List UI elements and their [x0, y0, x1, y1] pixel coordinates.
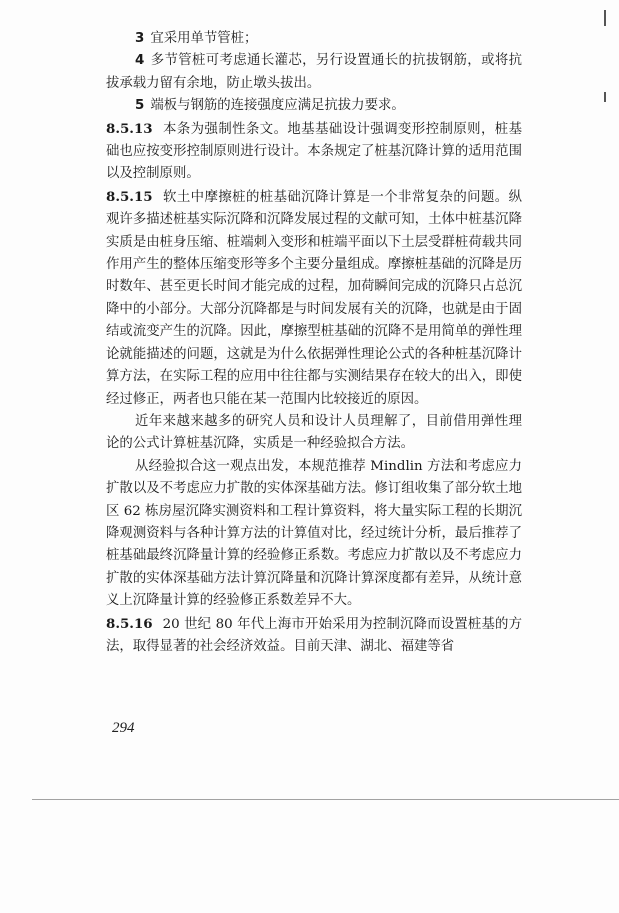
item-number: 4 — [135, 53, 145, 69]
item-text: 宜采用单节管桩； — [150, 31, 258, 46]
item-number: 3 — [135, 31, 145, 46]
clause-text: 软土中摩擦桩的桩基础沉降计算是一个非常复杂的问题。纵观许多描述桩基实际沉降和沉降发展过程的文献可知，土体中桩基沉降实质是由桩身压缩、桩端刺入变形和桩端平面以下土层受群桩荷载共同作用产生的整体压缩变形等多个主要分量组成。摩擦桩基础的沉降是历时数年、甚至更长时间才能完成的过程，加荷瞬间完成的沉降只占总沉降中的小部分。大部分沉降都是与时间发展有关的沉降，也就是由于固结或流变产生的沉降。因此，摩擦型桩基础的沉降不是用简单的弹性理论就能描述的问题，这就是为什么依据弹性理论公式的各种桩基沉降计算方法，在实际工程的应用中往往都与实测结果存在较大的出入，即使经过修正，两者也只能在某一范围内比较接近的原因。 — [106, 189, 522, 407]
list-item — [106, 50, 522, 95]
clause-text: 20 世纪 80 年代上海市开始采用为控制沉降而设置桩基的方法，取得显著的社会经济效益。目前天津、湖北、福建等省 — [106, 616, 522, 654]
clause-number: 8.5.15 — [106, 188, 153, 205]
item-text: 多节管桩可考虑通长灌芯，另行设置通长的抗拔钢筋，或将抗拔承载力留有余地，防止墩头拔出。 — [106, 53, 522, 91]
clause-number: 8.5.13 — [106, 120, 153, 137]
item-number: 5 — [135, 98, 145, 114]
page-number: 294 — [112, 720, 135, 736]
paragraph: 近年来越来越多的研究人员和设计人员理解了，目前借用弹性理论的公式计算桩基沉降，实质是一种经验拟合方法。 — [106, 413, 522, 452]
list-item — [106, 28, 522, 50]
edge-mark — [604, 92, 606, 102]
body-text — [106, 28, 522, 658]
edge-mark — [604, 10, 606, 26]
clause-8-5-13 — [106, 118, 522, 186]
clause-number: 8.5.16 — [106, 615, 153, 632]
list-item — [106, 95, 522, 117]
clause-8-5-16 — [106, 613, 522, 659]
clause-8-5-15 — [106, 186, 522, 411]
paragraph: 从经验拟合这一观点出发，本规范推荐 Mindlin 方法和考虑应力扩散以及不考虑应力扩散的实体深基础方法。修订组收集了部分软土地区 62 栋房屋沉降实测资料和工程计算资料，将大量实际工程的长期沉降观测资料与各种计算方法的计算值对比，经过统计分析，最后推荐了桩基础最终沉降量计算的经验修正系数。考虑应力扩散以及不考虑应力扩散的实体深基础方法计算沉降量和沉降计算深度都有差异，从统计意义上沉降量计算的经验修正系数差异不大。 — [106, 458, 522, 609]
clause-text: 本条为强制性条文。地基基础设计强调变形控制原则，桩基础也应按变形控制原则进行设计。本条规定了桩基沉降计算的适用范围以及控制原则。 — [106, 121, 522, 182]
scan-line — [32, 799, 619, 800]
item-text: 端板与钢筋的连接强度应满足抗拔力要求。 — [150, 98, 405, 114]
